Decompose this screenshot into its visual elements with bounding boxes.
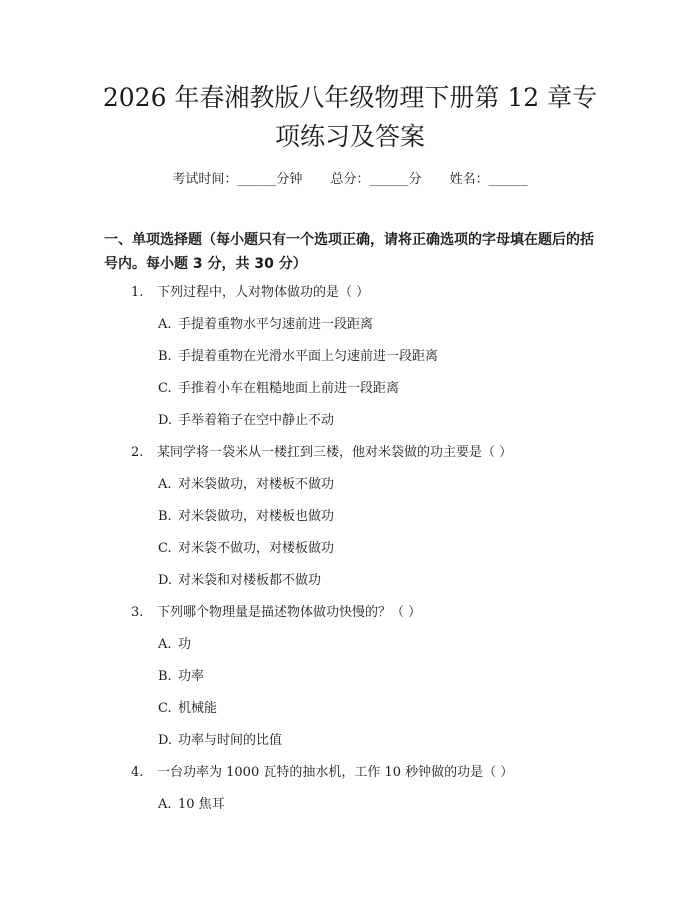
option-text: 手提着重物在光滑水平面上匀速前进一段距离 <box>178 349 439 364</box>
option-text: 功率 <box>178 669 205 684</box>
option-letter: B. <box>158 669 172 684</box>
question-text: 一台功率为 1000 瓦特的抽水机，工作 10 秒钟做的功是（ ） <box>157 765 514 780</box>
option-text: 机械能 <box>178 701 218 716</box>
option-text: 对米袋和对楼板都不做功 <box>178 573 322 588</box>
option-b <box>158 505 334 524</box>
option-letter: A. <box>158 317 172 332</box>
question-text: 下列过程中，人对物体做功的是（ ） <box>157 285 370 300</box>
question-text: 某同学将一袋米从一楼扛到三楼，他对米袋做的功主要是（ ） <box>157 445 513 460</box>
option-text: 功 <box>178 637 192 652</box>
option-letter: B. <box>158 349 172 364</box>
option-letter: A. <box>158 797 172 812</box>
option-a <box>158 633 191 652</box>
option-c <box>158 537 334 556</box>
title-line-1: 2026 年春湘教版八年级物理下册第 12 章专 <box>102 83 598 112</box>
option-text: 对米袋不做功，对楼板做功 <box>178 541 335 556</box>
option-b <box>158 345 438 364</box>
option-text: 手提着重物水平匀速前进一段距离 <box>178 317 374 332</box>
question-number: 3. <box>131 605 144 620</box>
question-number: 4. <box>131 765 144 780</box>
option-letter: A. <box>158 637 172 652</box>
option-text: 对米袋做功，对楼板也做功 <box>178 509 335 524</box>
option-text: 功率与时间的比值 <box>178 733 283 748</box>
question-1 <box>131 281 369 300</box>
question-3 <box>131 601 421 620</box>
option-letter: B. <box>158 509 172 524</box>
option-text: 10 焦耳 <box>178 797 225 812</box>
option-letter: D. <box>158 573 173 588</box>
option-text: 对米袋做功，对楼板不做功 <box>178 477 335 492</box>
question-number: 2. <box>131 445 144 460</box>
question-4 <box>131 761 513 780</box>
option-a <box>158 313 373 332</box>
option-d <box>158 409 334 428</box>
total-score-field: 总分：______分 <box>330 172 422 187</box>
exam-meta <box>0 168 700 187</box>
question-2 <box>131 441 512 460</box>
option-a <box>158 473 334 492</box>
option-letter: D. <box>158 413 173 428</box>
option-b <box>158 665 204 684</box>
option-letter: D. <box>158 733 173 748</box>
option-letter: C. <box>158 701 172 716</box>
section-heading: 一、单项选择题（每小题只有一个选项正确，请将正确选项的字母填在题后的括号内。每小题 3 分，共 30 分） <box>104 232 594 272</box>
option-c <box>158 377 399 396</box>
question-text: 下列哪个物理量是描述物体做功快慢的？（ ） <box>157 605 422 620</box>
option-c <box>158 697 217 716</box>
student-name-field: 姓名：______ <box>449 172 528 187</box>
option-text: 手推着小车在粗糙地面上前进一段距离 <box>178 381 400 396</box>
option-a <box>158 793 225 812</box>
exam-time-field: 考试时间：______分钟 <box>172 172 303 187</box>
option-text: 手举着箱子在空中静止不动 <box>178 413 335 428</box>
question-number: 1. <box>131 285 144 300</box>
document-title <box>60 78 640 156</box>
option-d <box>158 569 321 588</box>
title-line-2: 项练习及答案 <box>274 122 425 151</box>
option-d <box>158 729 282 748</box>
option-letter: C. <box>158 381 172 396</box>
option-letter: A. <box>158 477 172 492</box>
option-letter: C. <box>158 541 172 556</box>
